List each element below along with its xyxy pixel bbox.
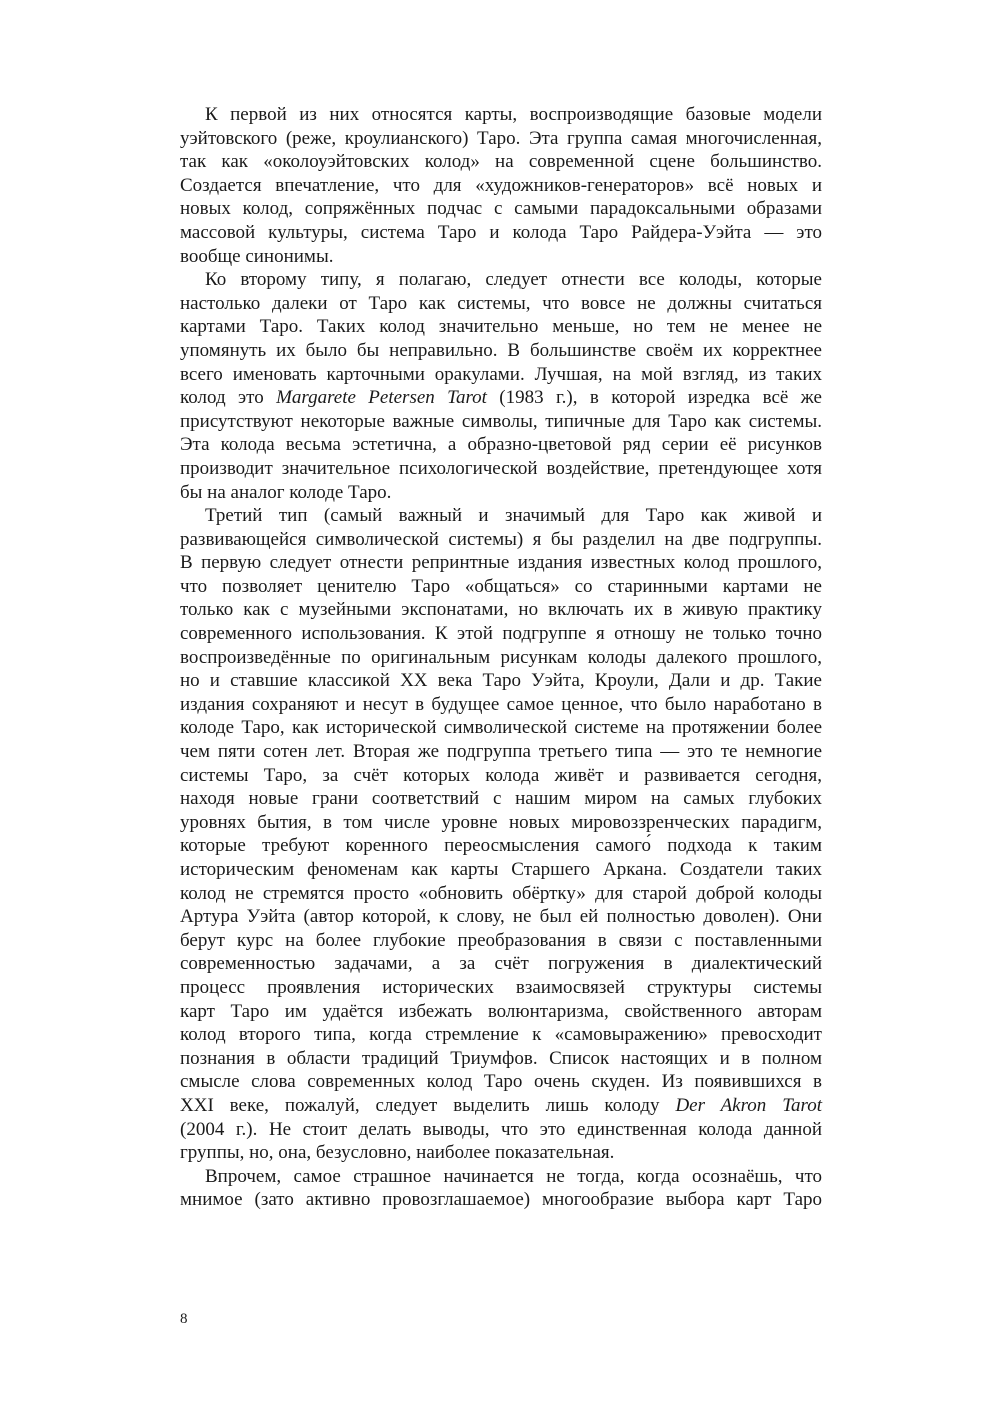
text-line: смысле слова современных колод Таро очень скуден. Из появившихся в xyxy=(180,1071,822,1093)
text-run: (1983 г.), в которой изредка всё же xyxy=(486,387,822,409)
text-line: Артура Уэйта (автор которой, к слову, не был ей полностью доволен). Они xyxy=(180,906,822,928)
text-line: Эта колода весьма эстетична, а образно-цветовой ряд серии её рисунков xyxy=(180,434,822,456)
text-line: К первой из них относятся карты, воспроизводящие базовые модели xyxy=(205,104,822,125)
text-line: картами Таро. Таких колод значительно меньше, но тем не менее не xyxy=(180,316,822,338)
text-line: бы на аналог колоде Таро. xyxy=(180,481,392,503)
text-line: берут курс на более глубокие преобразования в связи с поставленными xyxy=(180,929,822,951)
text-run: колод это xyxy=(180,387,277,409)
text-line: системы Таро, за счёт которых колода живёт и развивается сегодня, xyxy=(180,764,822,786)
text-line: упомянуть их было бы неправильно. В большинстве своём их корректнее xyxy=(180,339,822,361)
text-line: развивающейся символической системы) я бы разделил на две подгруппы. xyxy=(180,528,822,550)
text-line: историческим феноменам как карты Старшего Аркана. Создатели таких xyxy=(180,859,822,880)
text-line: настолько далеки от Таро как системы, что вовсе не должны считаться xyxy=(180,292,822,314)
text-line: находя новые грани соответствий с нашим миром на самых глубоких xyxy=(180,788,822,810)
text-line xyxy=(180,386,822,410)
text-line: уровнях бытия, в том числе уровне новых мировоззренческих парадигм, xyxy=(180,811,822,833)
text-line: Ко второму типу, я полагаю, следует отнести все колоды, которые xyxy=(205,269,822,291)
text-line: познания в области традиций Триумфов. Список настоящих и в полном xyxy=(180,1047,822,1069)
text-run: XXI веке, пожалуй, следует выделить лишь колоду xyxy=(180,1094,676,1116)
text-line: так как «околоуэйтовских колод» на современной сцене большинство. xyxy=(180,151,822,173)
text-line: производит значительное психологической воздействие, претендующее хотя xyxy=(180,457,822,479)
text-line: мнимое (зато активно провозглашаемое) многообразие выбора карт Таро xyxy=(180,1189,822,1211)
text-line: новых колод, сопряжённых подчас с самыми парадоксальными образами xyxy=(180,198,822,220)
text-line: только как с музейными экспонатами, но включать их в живую практику xyxy=(180,599,822,621)
text-line: современностью задачами, а за счёт погружения в диалектический xyxy=(180,953,822,975)
text-line: Третий тип (самый важный и значимый для Таро как живой и xyxy=(205,505,822,527)
page-number: 8 xyxy=(180,1311,188,1327)
text-line: группы, но, она, безусловно, наиболее показательная. xyxy=(180,1142,615,1164)
text-line: Создается впечатление, что для «художников-генераторов» всё новых и xyxy=(180,174,822,196)
text-line: издания сохраняют и несут в будущее самое ценное, что было наработано в xyxy=(180,693,822,715)
text-line: уэйтовского (реже, кроулианского) Таро. Эта группа самая многочисленная, xyxy=(180,127,822,149)
text-line xyxy=(180,1094,822,1118)
text-line: процесс проявления исторических взаимосвязей структуры системы xyxy=(180,976,822,998)
text-line: массовой культуры, система Таро и колода Таро Райдера-Уэйта — это xyxy=(180,221,822,243)
text-line: современного использования. К этой подгруппе я отношу не только точно xyxy=(180,623,822,645)
text-line: которые требуют коренного переосмысления самого́ подхода к таким xyxy=(180,835,822,857)
italic-title: Der Akron Tarot xyxy=(675,1094,822,1116)
page-body xyxy=(180,103,822,1212)
text-line: карт Таро им удаётся избежать волюнтаризма, свойственного авторам xyxy=(180,1000,822,1022)
text-line: присутствуют некоторые важные символы, типичные для Таро как системы. xyxy=(180,410,822,432)
text-line: что позволяет ценителю Таро «общаться» со старинными картами не xyxy=(180,575,822,597)
text-line: вообще синонимы. xyxy=(180,245,334,267)
text-line: Впрочем, самое страшное начинается не тогда, когда осознаёшь, что xyxy=(205,1165,822,1187)
italic-title: Margarete Petersen Tarot xyxy=(276,387,487,409)
text-line: колод не стремятся просто «обновить обёртку» для старой доброй колоды xyxy=(180,882,822,904)
text-line: колоде Таро, как исторической символической системе на протяжении более xyxy=(180,717,822,739)
text-line: воспроизведённые по оригинальным рисункам колоды далекого прошлого, xyxy=(180,646,822,668)
text-line: чем пяти сотен лет. Вторая же подгруппа третьего типа — это те немногие xyxy=(180,741,822,763)
text-line: (2004 г.). Не стоит делать выводы, что это единственная колода данной xyxy=(180,1118,822,1140)
text-line: колод второго типа, когда стремление к «самовыражению» превосходит xyxy=(180,1024,822,1046)
text-line: но и ставшие классикой XX века Таро Уэйта, Кроули, Дали и др. Такие xyxy=(180,670,822,692)
text-line: В первую следует отнести репринтные издания известных колод прошлого, xyxy=(180,552,822,574)
text-line: всего именовать карточными оракулами. Лучшая, на мой взгляд, из таких xyxy=(180,363,822,385)
